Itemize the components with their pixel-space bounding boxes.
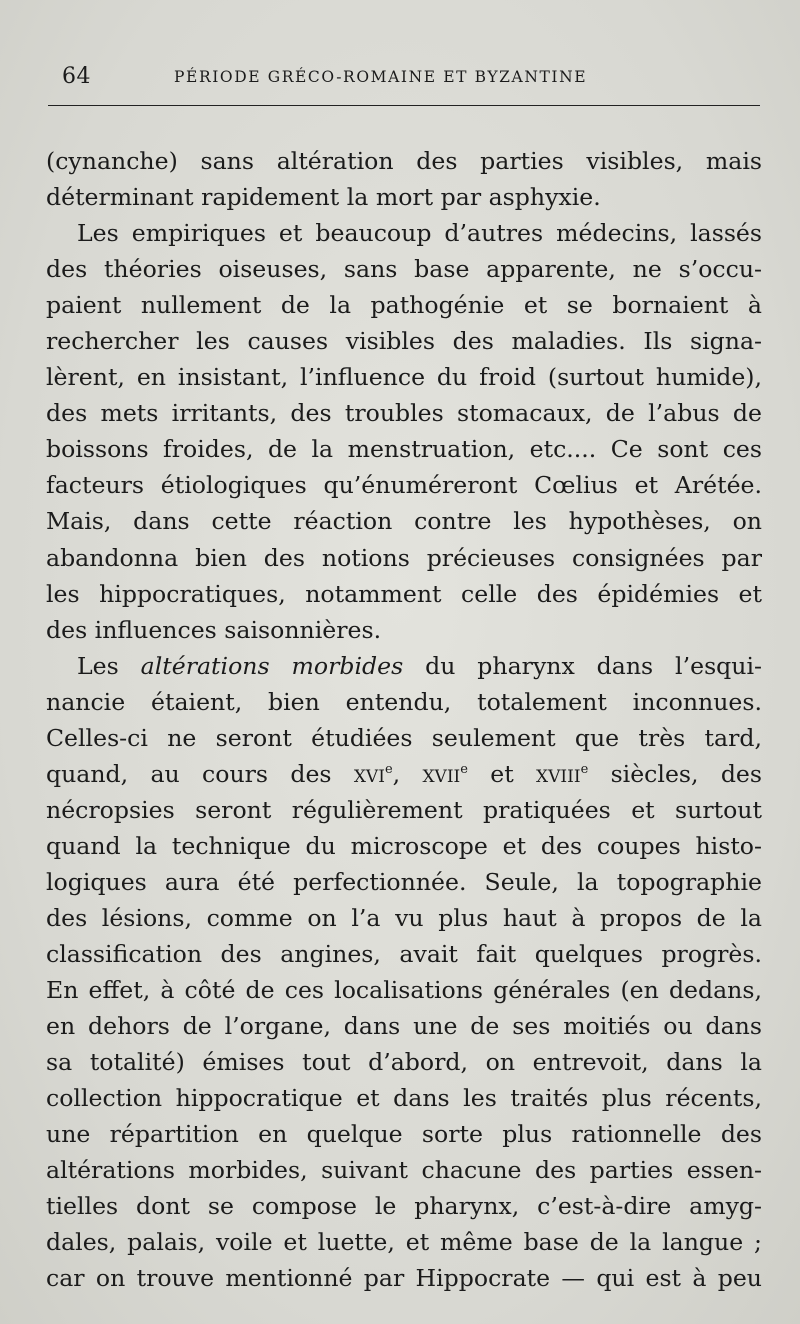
text-line: (cynanche) sans altération des parties visibles, mais (46, 147, 762, 175)
text-line: Celles-ci ne seront étudiées seulement que très tard, (46, 723, 762, 752)
roman-numeral: xvi (353, 759, 385, 788)
superscript: e (580, 761, 589, 777)
text-run: Les (77, 651, 141, 680)
text-line: altérations morbides, suivant chacune des parties essen- (46, 1156, 762, 1185)
text-line: paient nullement de la pathogénie et se bornaient à (46, 291, 762, 320)
text-line: collection hippocratique et dans les traités plus récents, (46, 1084, 762, 1113)
text-line-centuries (46, 756, 762, 792)
text-line: lèrent, en insistant, l’influence du froid (surtout humide), (46, 363, 762, 392)
text-run: et (467, 759, 537, 788)
text-line: des théories oiseuses, sans base apparente, ne s’occu- (46, 255, 762, 284)
running-head: PÉRIODE GRÉCO-ROMAINE ET BYZANTINE (174, 68, 588, 86)
text-line: car on trouve mentionné par Hippocrate — qui est à peu (46, 1264, 762, 1293)
text-line: en dehors de l’organe, dans une de ses moitiés ou dans (46, 1012, 762, 1041)
text-line: dales, palais, voile et luette, et même base de la langue ; (46, 1228, 762, 1257)
text-line: une répartition en quelque sorte plus rationnelle des (46, 1120, 762, 1149)
text-line: Mais, dans cette réaction contre les hypothèses, on (46, 507, 762, 536)
text-line-italic (46, 648, 762, 684)
text-line: des influences saisonnières. (46, 615, 382, 644)
page-header (48, 60, 760, 100)
text-line: nancie étaient, bien entendu, totalement inconnues. (46, 687, 762, 716)
text-line: En effet, à côté de ces localisations générales (en dedans, (46, 976, 762, 1005)
text-line: rechercher les causes visibles des maladies. Ils signa- (46, 327, 762, 356)
text-line: Les empiriques et beaucoup d’autres médecins, lassés (77, 219, 762, 248)
text-line: boissons froides, de la menstruation, etc.... Ce sont ces (46, 435, 762, 464)
text-line: sa totalité) émises tout d’abord, on entrevoit, dans la (46, 1048, 762, 1077)
superscript: e (460, 761, 468, 777)
text-run: siècles, des (588, 759, 762, 788)
roman-numeral: xvii (422, 759, 461, 788)
text-line: des lésions, comme on l’a vu plus haut à propos de la (46, 903, 762, 932)
italic-run: altérations morbides (140, 651, 404, 680)
text-line: quand la technique du microscope et des coupes histo- (46, 831, 762, 860)
text-line: nécropsies seront régulièrement pratiquées et surtout (46, 795, 762, 824)
text-run: , (392, 759, 423, 788)
text-line: abandonna bien des notions précieuses consignées par (46, 543, 762, 572)
text-line: tielles dont se compose le pharynx, c’est-à-dire amyg- (46, 1192, 762, 1221)
page-number: 64 (62, 64, 91, 89)
text-line: les hippocratiques, notamment celle des épidémies et (46, 579, 762, 608)
header-rule (48, 105, 760, 106)
text-line: déterminant rapidement la mort par asphyxie. (46, 183, 601, 212)
text-run: du pharynx dans l’esqui- (403, 651, 762, 680)
text-line: facteurs étiologiques qu’énuméreront Cœlius et Arétée. (46, 471, 762, 500)
text-run: quand, au cours des (46, 759, 354, 788)
text-line: logiques aura été perfectionnée. Seule, la topographie (46, 867, 762, 896)
superscript: e (384, 761, 393, 777)
roman-numeral: xviii (536, 759, 581, 788)
text-line: des mets irritants, des troubles stomacaux, de l’abus de (46, 399, 762, 428)
text-line: classification des angines, avait fait quelques progrès. (46, 940, 762, 969)
body-text (46, 143, 762, 1297)
